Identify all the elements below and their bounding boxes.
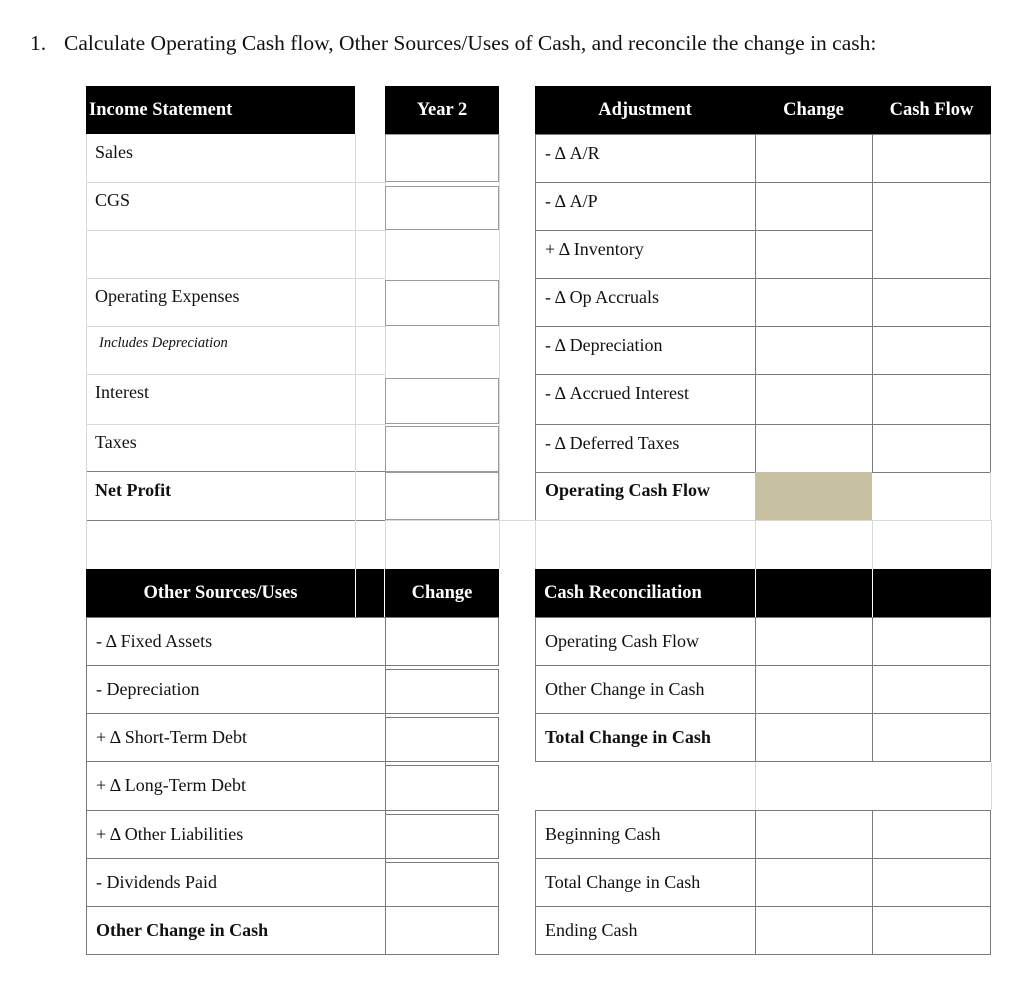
- cashflow-depreciation-field[interactable]: [872, 326, 991, 375]
- adjustment-row-operating-cash-flow: Operating Cash Flow: [535, 472, 755, 520]
- adjustment-row-accrued-interest: - Δ Accrued Interest: [535, 374, 756, 425]
- header-reconciliation-col3: [873, 569, 991, 617]
- recon-row-total-change-in-cash: Total Change in Cash: [535, 713, 756, 762]
- change-other-liabilities-field[interactable]: [385, 814, 499, 859]
- other-row-long-term-debt: + Δ Long-Term Debt: [86, 761, 386, 811]
- recon-operating-cash-flow-field[interactable]: [755, 617, 873, 666]
- operating-cash-flow-shaded-cell: [755, 472, 872, 520]
- header-cash-flow: Cash Flow: [872, 86, 991, 134]
- cashflow-accrued-interest-field[interactable]: [872, 374, 991, 425]
- header-other-sources-gap: [356, 569, 384, 617]
- change-other-change-in-cash-field[interactable]: [385, 906, 499, 955]
- recon-ending-cash-value-field[interactable]: [872, 906, 991, 955]
- adjustment-row-ar: - Δ A/R: [535, 134, 756, 183]
- header-cash-reconciliation: Cash Reconciliation: [535, 569, 755, 617]
- header-year2: Year 2: [385, 86, 499, 134]
- change-depreciation-field[interactable]: [755, 326, 873, 375]
- recon-row-total-change-in-cash-2: Total Change in Cash: [535, 858, 756, 907]
- income-row-sales: Sales: [95, 142, 133, 162]
- recon-total-change-2-field[interactable]: [755, 858, 873, 907]
- recon-other-change-field[interactable]: [755, 665, 873, 714]
- adjustment-row-op-accruals: - Δ Op Accruals: [535, 278, 756, 327]
- income-row-net-profit: Net Profit: [95, 480, 172, 500]
- change-dividends-paid-field[interactable]: [385, 862, 499, 907]
- recon-total-change-value-field[interactable]: [872, 713, 991, 762]
- other-row-other-change-in-cash: Other Change in Cash: [86, 906, 386, 955]
- change-op-accruals-field[interactable]: [755, 278, 873, 327]
- header-income-statement: Income Statement: [86, 86, 355, 134]
- other-row-other-liabilities: + Δ Other Liabilities: [86, 810, 386, 859]
- year2-taxes-field[interactable]: [385, 426, 499, 472]
- change-fixed-assets-field[interactable]: [385, 617, 499, 666]
- recon-other-change-value-field[interactable]: [872, 665, 991, 714]
- change-depreciation-bottom-field[interactable]: [385, 669, 499, 714]
- change-accrued-interest-field[interactable]: [755, 374, 873, 425]
- income-row-taxes: Taxes: [95, 432, 137, 452]
- change-short-term-debt-field[interactable]: [385, 717, 499, 762]
- cashflow-op-accruals-field[interactable]: [872, 278, 991, 327]
- year2-cgs-field[interactable]: [385, 186, 499, 230]
- year2-operating-expenses-field[interactable]: [385, 280, 499, 326]
- recon-row-operating-cash-flow: Operating Cash Flow: [535, 617, 756, 666]
- change-deferred-taxes-field[interactable]: [755, 424, 873, 473]
- adjustment-row-deferred-taxes: - Δ Deferred Taxes: [535, 424, 756, 473]
- header-change: Change: [755, 86, 872, 134]
- other-row-short-term-debt: + Δ Short-Term Debt: [86, 713, 386, 762]
- recon-total-change-2-value-field[interactable]: [872, 858, 991, 907]
- cashflow-ar-field[interactable]: [872, 134, 991, 183]
- recon-row-blank: [535, 762, 755, 810]
- cashflow-deferred-taxes-field[interactable]: [872, 424, 991, 473]
- recon-row-beginning-cash: Beginning Cash: [535, 810, 756, 859]
- adjustment-row-depreciation: - Δ Depreciation: [535, 326, 756, 375]
- year2-interest-field[interactable]: [385, 378, 499, 424]
- year2-sales-field[interactable]: [385, 134, 499, 182]
- recon-total-change-field[interactable]: [755, 713, 873, 762]
- cashflow-ap-inventory-field[interactable]: [872, 182, 991, 279]
- change-inventory-field[interactable]: [755, 230, 873, 279]
- recon-row-other-change-in-cash: Other Change in Cash: [535, 665, 756, 714]
- recon-ending-cash-field[interactable]: [755, 906, 873, 955]
- recon-operating-cash-flow-value-field[interactable]: [872, 617, 991, 666]
- header-reconciliation-col2: [756, 569, 872, 617]
- header-other-sources-uses: Other Sources/Uses: [86, 569, 355, 617]
- question-text: Calculate Operating Cash flow, Other Sources/Uses of Cash, and reconcile the change in cash:: [64, 31, 877, 55]
- header-adjustment: Adjustment: [535, 86, 755, 134]
- header-bottom-change: Change: [385, 569, 499, 617]
- income-row-operating-expenses: Operating Expenses: [95, 286, 240, 306]
- adjustment-row-ap: - Δ A/P: [535, 182, 756, 231]
- recon-row-ending-cash: Ending Cash: [535, 906, 756, 955]
- change-ap-field[interactable]: [755, 182, 873, 231]
- income-row-blank: [86, 230, 355, 278]
- change-ar-field[interactable]: [755, 134, 873, 183]
- question-number: 1.: [30, 31, 47, 55]
- other-row-depreciation: - Depreciation: [86, 665, 386, 714]
- income-row-interest: Interest: [95, 382, 149, 402]
- adjustment-row-inventory: + Δ Inventory: [535, 230, 756, 279]
- cashflow-operating-cash-flow-field[interactable]: [872, 472, 991, 520]
- income-row-includes-depreciation: Includes Depreciation: [99, 335, 228, 351]
- year2-net-profit-field[interactable]: [385, 472, 499, 520]
- change-long-term-debt-field[interactable]: [385, 765, 499, 811]
- recon-beginning-cash-value-field[interactable]: [872, 810, 991, 859]
- income-row-cgs: CGS: [95, 190, 131, 210]
- recon-beginning-cash-field[interactable]: [755, 810, 873, 859]
- other-row-dividends-paid: - Dividends Paid: [86, 858, 386, 907]
- other-row-fixed-assets: - Δ Fixed Assets: [86, 617, 386, 666]
